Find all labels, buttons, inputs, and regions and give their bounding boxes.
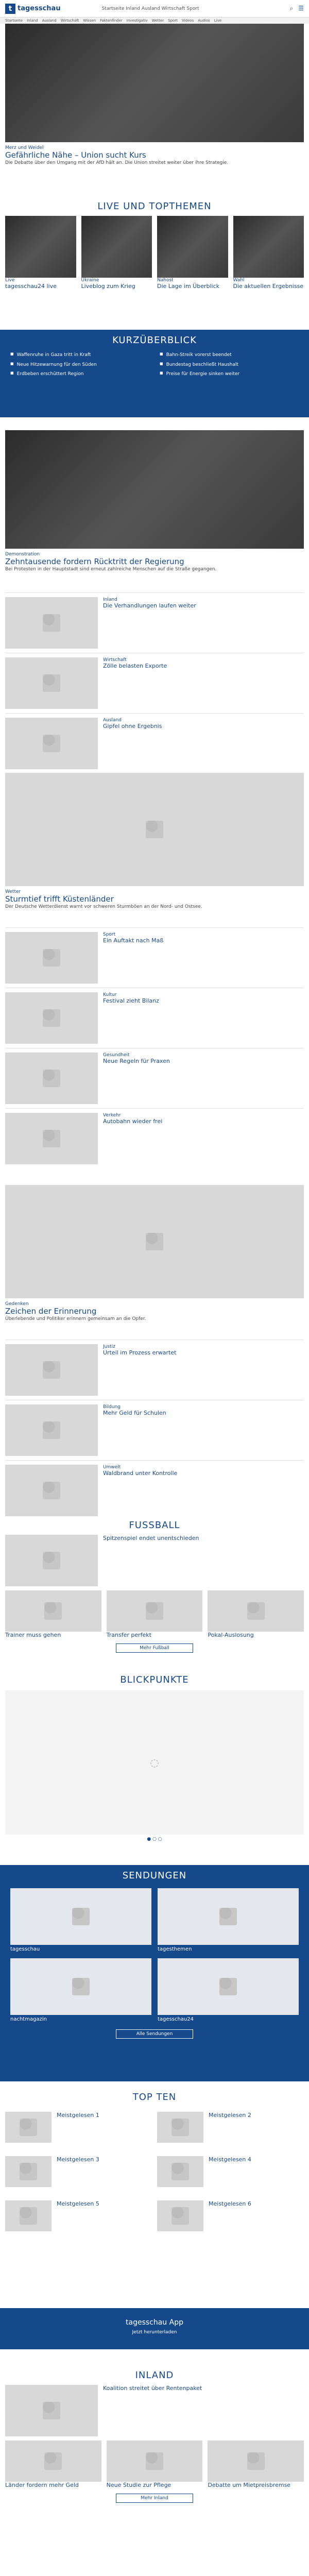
list-item[interactable]: Justiz Urteil im Prozess erwartet (5, 1340, 304, 1400)
all-sendungen-button[interactable]: Alle Sendungen (116, 2029, 193, 2039)
list-item[interactable]: Gesundheit Neue Regeln für Praxen (5, 1048, 304, 1108)
live-tile[interactable]: Nahost Die Lage im Überblick (157, 216, 228, 290)
list-image (5, 1465, 98, 1516)
carousel-pager[interactable]: ● ○ ○ (147, 1837, 162, 1842)
app-banner[interactable]: tagesschau App Jetzt herunterladen (0, 2308, 309, 2349)
brief-item[interactable]: ■ Bahn-Streik vorerst beendet (160, 352, 299, 359)
top-menu[interactable]: Startseite Inland Ausland Wirtschaft Sport (101, 6, 199, 11)
story-protest[interactable]: Demonstration Zehntausende fordern Rücktritt der Regierung Bei Protesten in der Hauptstadt sind erneut zahlreiche Menschen auf die Straße gegangen. (0, 430, 309, 576)
list-item[interactable]: Kultur Festival zieht Bilanz (5, 988, 304, 1048)
section-lead[interactable]: Koalition streitet über Rentenpaket (5, 2381, 304, 2441)
nav-item[interactable]: Audios (198, 19, 210, 23)
sendung-tile[interactable]: tagesschau (10, 1888, 151, 1952)
nav-item[interactable]: Wissen (83, 19, 96, 23)
sendung-tile[interactable]: tagesschau24 (158, 1958, 299, 2022)
list-image (5, 1113, 98, 1164)
list-item[interactable]: Verkehr Autobahn wieder frei (5, 1108, 304, 1168)
lead-title[interactable]: Gefährliche Nähe – Union sucht Kurs (5, 150, 146, 160)
brief-item[interactable]: ■ Waffenruhe in Gaza tritt in Kraft (10, 352, 149, 359)
topten-item[interactable]: Meistgelesen 5 (5, 2196, 152, 2235)
more-button[interactable]: Mehr Inland (116, 2494, 193, 2503)
top-header (0, 0, 309, 24)
nav-item[interactable]: Wetter (151, 19, 164, 23)
blickpunkte-section: BLICKPUNKTE ◌ ● ○ ○ (0, 1674, 309, 1842)
sendung-tile[interactable]: tagesthemen (158, 1888, 299, 1952)
nav-item[interactable]: Sport (168, 19, 178, 23)
nav-item[interactable]: Inland (27, 19, 38, 23)
live-tile[interactable]: Ukraine Liveblog zum Krieg (81, 216, 152, 290)
list-image (5, 932, 98, 984)
list-image (5, 992, 98, 1044)
nav-item[interactable]: Startseite (5, 19, 23, 23)
protest-image[interactable] (5, 430, 304, 549)
list-item[interactable]: Inland Die Verhandlungen laufen weiter (5, 592, 304, 653)
tile-image (233, 216, 304, 278)
live-section: LIVE UND TOPTHEMEN Live tagesschau24 live Ukraine Liveblog zum Krieg Nahost Die Lage im Überblick Wahl Die aktuellen Ergebnisse (5, 201, 304, 290)
section-tile[interactable]: Neue Studie zur Pflege (107, 2441, 203, 2488)
list-image (5, 657, 98, 709)
list-item[interactable]: Umwelt Waldbrand unter Kontrolle (5, 1460, 304, 1520)
sendungen-section: SENDUNGEN tagesschau tagesthemen nachtmagazin tagesschau24 Alle Sendungen (0, 1865, 309, 2081)
list-item[interactable]: Sport Ein Auftakt nach Maß (5, 927, 304, 988)
nav-item[interactable]: Ausland (42, 19, 57, 23)
list-item[interactable]: Ausland Gipfel ohne Ergebnis (5, 713, 304, 773)
story-storm[interactable]: Wetter Sturmtief trifft Küstenländer Der Deutsche Wetterdienst warnt vor schweren Sturmböen an der Nord- und Ostsee. (0, 773, 309, 913)
brief-item[interactable]: ■ Neue Hitzewarnung für den Süden (10, 362, 149, 368)
fussball-tile[interactable]: Pokal-Auslosung (208, 1590, 304, 1638)
topten-item[interactable]: Meistgelesen 1 (5, 2108, 152, 2147)
live-tile[interactable]: Wahl Die aktuellen Ergebnisse (233, 216, 304, 290)
topten-item[interactable]: Meistgelesen 4 (157, 2152, 304, 2191)
topten-item[interactable]: Meistgelesen 6 (157, 2196, 304, 2235)
nav-item[interactable]: Investigativ (126, 19, 148, 23)
search-icon[interactable]: ⌕ (289, 5, 294, 12)
nav-item[interactable]: Videos (181, 19, 194, 23)
list-item[interactable]: Bildung Mehr Geld für Schulen (5, 1400, 304, 1460)
sendung-tile[interactable]: nachtmagazin (10, 1958, 151, 2022)
news-list-1 (0, 592, 309, 773)
live-tile[interactable]: Live tagesschau24 live (5, 216, 76, 290)
nav-item[interactable]: Live (214, 19, 222, 23)
list-item[interactable]: Wirtschaft Zölle belasten Exporte (5, 653, 304, 713)
tile-image (5, 216, 76, 278)
brief-section: KURZÜBERBLICK ■ Waffenruhe in Gaza tritt in Kraft ■ Bahn-Streik vorerst beendet ■ Neue Hitzewarnung für den Süden ■ Bundestag beschließt Haushalt ■ Erdbeben erschüttert Region ■ Preise für Energie sinken weiter (0, 330, 309, 417)
fussball-tile[interactable]: Transfer perfekt (107, 1590, 203, 1638)
lead-story[interactable]: Merz und Weidel Gefährliche Nähe – Union sucht Kurs Die Debatte über den Umgang mit der AfD hält an. Die Union streitet weiter über ihre Strategie. (0, 24, 309, 170)
fussball-tile[interactable]: Trainer muss gehen (5, 1590, 101, 1638)
list-image (5, 597, 98, 649)
list-image (5, 1344, 98, 1396)
inland-section: INLAND Koalition streitet über Rentenpaket Länder fordern mehr Geld Neue Studie zur Pflege Debatte um Mietpreisbremse Mehr Inland (0, 2370, 309, 2503)
nav-item[interactable]: Wirtschaft (60, 19, 79, 23)
fussball-section: FUSSBALL Spitzenspiel endet unentschieden Trainer muss gehen Transfer perfekt Pokal-Auslosung Mehr Fußball (0, 1520, 309, 1653)
list-image (5, 1053, 98, 1104)
nav-item[interactable]: Faktenfinder (100, 19, 123, 23)
brief-item[interactable]: ■ Erdbeben erschüttert Region (10, 371, 149, 378)
story-memorial[interactable]: Gedenken Zeichen der Erinnerung Überlebende und Politiker erinnern gemeinsam an die Opfer. (0, 1185, 309, 1326)
tile-image (81, 216, 152, 278)
loading-spinner-icon: ◌ (150, 1756, 159, 1769)
section-tile[interactable]: Debatte um Mietpreisbremse (208, 2441, 304, 2488)
list-image (5, 718, 98, 769)
topten-item[interactable]: Meistgelesen 3 (5, 2152, 152, 2191)
list-image (5, 1404, 98, 1456)
tile-image (157, 216, 228, 278)
menu-icon[interactable]: ☰ (298, 5, 304, 12)
main-nav (0, 18, 309, 24)
tagesschau-logo[interactable]: t tagesschau (5, 4, 61, 14)
brief-item[interactable]: ■ Bundestag beschließt Haushalt (160, 362, 299, 368)
lead-image[interactable] (5, 24, 304, 142)
section-tile[interactable]: Länder fordern mehr Geld (5, 2441, 101, 2488)
more-fussball-button[interactable]: Mehr Fußball (116, 1643, 193, 1653)
topten-item[interactable]: Meistgelesen 2 (157, 2108, 304, 2147)
news-list-2 (0, 927, 309, 1168)
news-list-3 (0, 1340, 309, 1520)
brief-item[interactable]: ■ Preise für Energie sinken weiter (160, 371, 299, 378)
topten-section: TOP TEN Meistgelesen 1 Meistgelesen 2 Meistgelesen 3 Meistgelesen 4 Meistgelesen 5 Meistgelesen 6 (0, 2092, 309, 2235)
